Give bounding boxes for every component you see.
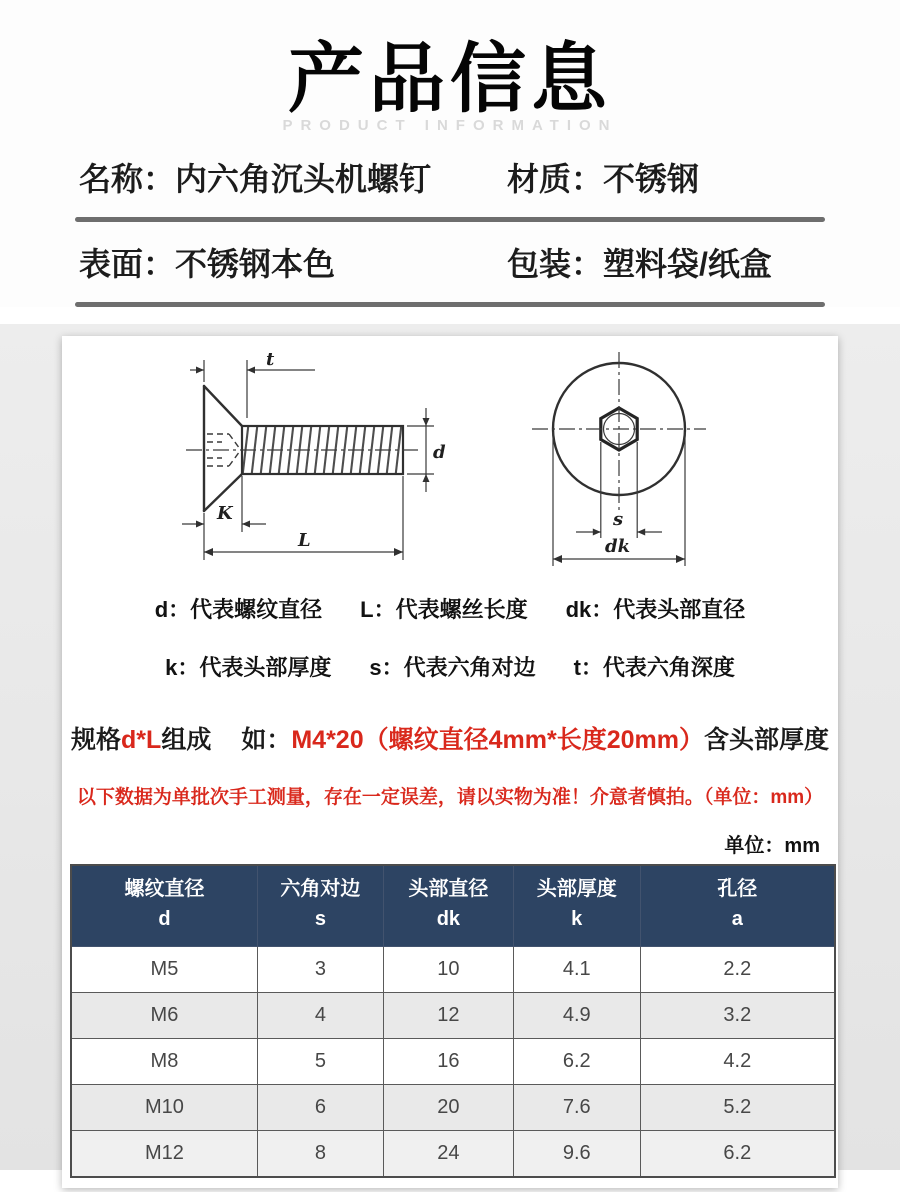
product-detail-card [62,336,838,1188]
spec-text: 如： [241,726,292,755]
table-cell: 4.9 [513,993,640,1039]
column-header [513,865,640,947]
column-title: 头部直径 [408,878,489,901]
legend-item: k：代表头部厚度 [165,655,332,681]
table-row [71,993,835,1039]
info-label: 包装： [507,246,604,283]
dim-label-d: d [433,442,446,464]
table-cell: 9.6 [513,1131,640,1177]
legend-item: L：代表螺丝长度 [360,597,528,623]
table-cell: 16 [383,1039,513,1085]
column-title: 头部厚度 [536,878,617,901]
spec-text: 组成 [161,726,212,755]
column-header [640,865,835,947]
column-symbol: k [571,908,583,931]
table-cell: 8 [257,1131,383,1177]
divider-line [75,217,825,222]
table-row [71,1131,835,1177]
table-cell: 24 [383,1131,513,1177]
gray-background-zone [0,324,900,1170]
table-cell: 3.2 [640,993,835,1039]
divider-line [75,302,825,307]
dimension-spec-table [70,864,836,1178]
spec-format-line [70,720,830,756]
dim-label-dk: dk [605,536,631,558]
info-value: 塑料袋/纸盒 [603,246,772,283]
table-cell: 4 [257,993,383,1039]
table-cell: 4.2 [640,1039,835,1085]
dim-label-t: t [266,349,275,371]
info-field-name [75,154,507,200]
table-cell: 10 [383,947,513,993]
info-label: 表面： [79,246,176,283]
table-cell: 3 [257,947,383,993]
dimension-legend-row-1 [70,593,830,624]
column-title: 六角对边 [280,878,361,901]
info-value: 不锈钢本色 [175,246,336,283]
legend-item: d：代表螺纹直径 [154,597,323,623]
legend-item: s：代表六角对边 [369,655,536,681]
table-cell: 5 [257,1039,383,1085]
side-view-drawing [182,349,446,560]
table-cell: M5 [71,947,257,993]
info-field-surface [75,239,507,285]
table-cell: 20 [383,1085,513,1131]
info-value: 不锈钢 [603,161,700,198]
info-value: 内六角沉头机螺钉 [175,161,432,198]
screw-technical-drawing [70,348,830,573]
page-title: 产品信息 [288,37,612,122]
page-subtitle: PRODUCT INFORMATION [282,117,618,135]
table-cell: 6.2 [513,1039,640,1085]
column-symbol: s [314,908,326,931]
top-section [0,0,900,307]
dimension-legend-row-2 [70,651,830,682]
table-cell: 4.1 [513,947,640,993]
table-cell: M10 [71,1085,257,1131]
unit-label: 单位：mm [724,835,820,858]
table-cell: M8 [71,1039,257,1085]
column-symbol: dk [436,908,461,931]
table-cell: 2.2 [640,947,835,993]
column-symbol: a [731,908,743,931]
column-symbol: d [158,908,171,931]
info-label: 名称： [79,161,176,198]
dim-label-s: s [613,509,624,531]
dim-label-k: K [217,503,233,525]
top-view-drawing [532,352,706,566]
column-title: 孔径 [717,878,758,901]
table-cell: M12 [71,1131,257,1177]
info-label: 材质： [507,161,604,198]
info-field-material [507,154,699,200]
table-row [71,947,835,993]
table-cell: 12 [383,993,513,1039]
table-row [71,1039,835,1085]
table-cell: 7.6 [513,1085,640,1131]
column-header [257,865,383,947]
table-cell: 6 [257,1085,383,1131]
table-header-row [71,865,835,947]
dim-label-l: L [298,530,311,552]
spec-text-red: M4*20（螺纹直径4mm*长度20mm） [291,726,704,755]
info-row-2 [75,239,825,285]
column-header [383,865,513,947]
info-row-1 [75,154,825,200]
column-header [71,865,257,947]
spec-text-red: d*L [121,726,162,755]
measurement-disclaimer: 以下数据为单批次手工测量，存在一定误差，请以实物为准！介意者慎拍。（单位：mm） [76,787,824,809]
column-title: 螺纹直径 [124,878,205,901]
table-cell: 6.2 [640,1131,835,1177]
table-cell: M6 [71,993,257,1039]
spec-text: 含头部厚度 [703,726,829,755]
info-field-packaging [507,239,772,285]
legend-item: dk：代表头部直径 [565,597,746,623]
legend-item: t：代表六角深度 [573,655,735,681]
spec-text: 规格 [71,726,122,755]
table-row [71,1085,835,1131]
table-cell: 5.2 [640,1085,835,1131]
